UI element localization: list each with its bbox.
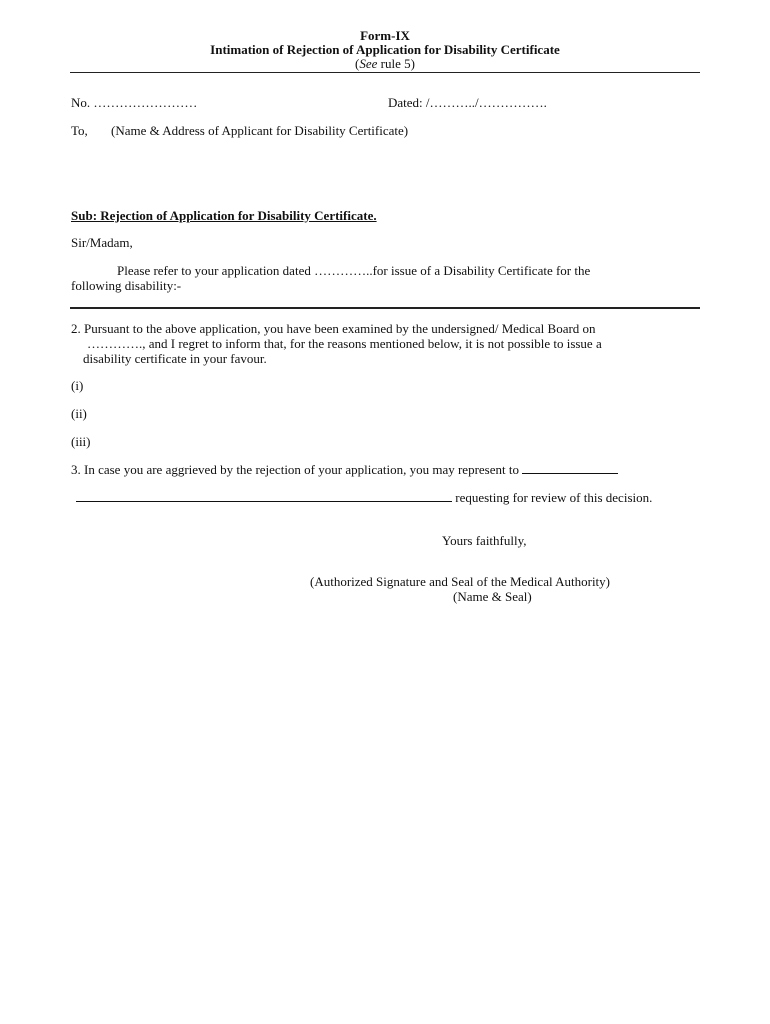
- reference-number: No. ……………………: [71, 95, 198, 110]
- rule-see: See: [359, 56, 378, 71]
- para2-line2: …………., and I regret to inform that, for the reasons mentioned below, it is not possible to issue a: [87, 336, 602, 351]
- form-number: Form-IX: [360, 28, 410, 43]
- name-seal-placeholder: (Name & Seal): [453, 589, 532, 604]
- date-field: Dated: /………../…………….: [388, 95, 547, 110]
- applicant-address-placeholder: (Name & Address of Applicant for Disability Certificate): [111, 123, 409, 138]
- rule-open: (: [355, 56, 360, 71]
- salutation: Sir/Madam,: [71, 235, 133, 250]
- subject-line: Sub: Rejection of Application for Disability Certificate.: [71, 208, 377, 223]
- section-divider: [70, 307, 700, 309]
- rule-reference: [70, 56, 700, 72]
- authority-blank: [76, 490, 452, 502]
- para2-line1: 2. Pursuant to the above application, you have been examined by the undersigned/ Medical Board on: [71, 321, 596, 336]
- para2-line3: disability certificate in your favour.: [83, 351, 267, 366]
- form-title: Intimation of Rejection of Application for Disability Certificate: [210, 42, 560, 57]
- to-label: To,: [71, 123, 88, 138]
- closing-yours-faithfully: Yours faithfully,: [442, 533, 527, 548]
- para3-text: 3. In case you are aggrieved by the rejection of your application, you may represent to: [71, 462, 519, 477]
- para3-line1: [71, 462, 618, 478]
- rule-text: rule 5): [377, 56, 415, 71]
- represent-to-blank: [522, 462, 618, 474]
- para1-line2: following disability:-: [71, 278, 182, 293]
- header-divider: [70, 72, 700, 73]
- signature-placeholder: (Authorized Signature and Seal of the Medical Authority): [310, 574, 611, 589]
- reason-item: (iii): [71, 434, 91, 449]
- para3-line2: [76, 490, 652, 506]
- para1-line1: Please refer to your application dated …………..for issue of a Disability Certificate for the: [117, 263, 591, 278]
- para3-review-text: requesting for review of this decision.: [455, 490, 653, 505]
- reason-item: (i): [71, 378, 84, 393]
- reason-item: (ii): [71, 406, 87, 421]
